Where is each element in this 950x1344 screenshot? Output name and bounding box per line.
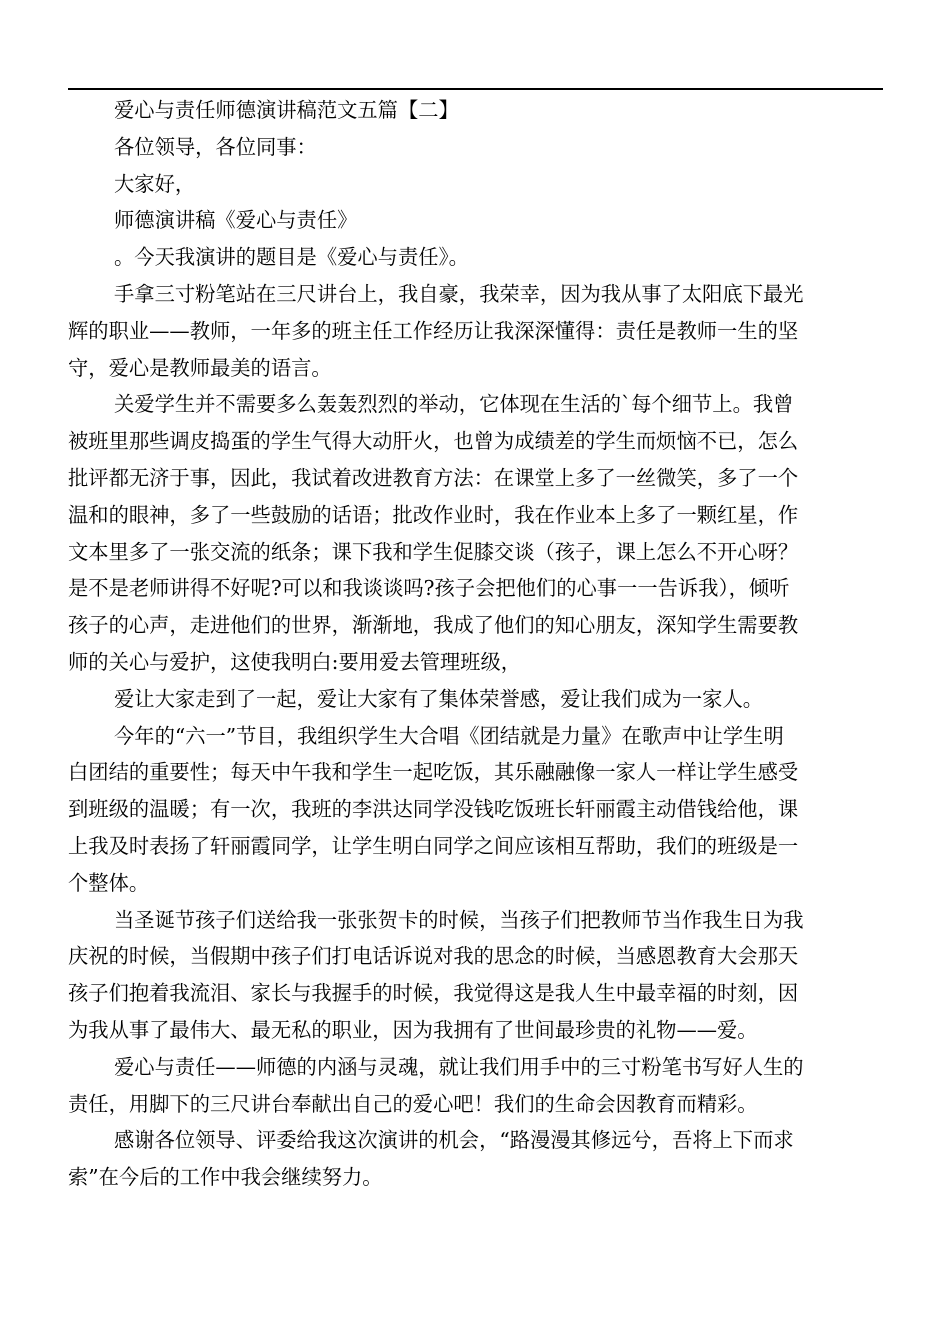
text-line: 师的关心与爱护，这使我明白:要用爱去管理班级， (68, 649, 522, 674)
text-line: 孩子们抱着我流泪、家长与我握手的时候，我觉得这是我人生中最幸福的时刻，因 (68, 981, 799, 1006)
text-line: 上我及时表扬了轩丽霞同学，让学生明白同学之间应该相互帮助，我们的班级是一 (68, 833, 799, 858)
text-line: 辉的职业——教师，一年多的班主任工作经历让我深深懂得：责任是教师一生的坚 (68, 318, 799, 343)
text-line: 守，爱心是教师最美的语言。 (68, 355, 332, 380)
text-line: 到班级的温暖；有一次，我班的李洪达同学没钱吃饭班长轩丽霞主动借钱给他，课 (68, 797, 799, 822)
text-line: 庆祝的时候，当假期中孩子们打电话诉说对我的思念的时候，当感恩教育大会那天 (68, 944, 799, 969)
text-line: 白团结的重要性；每天中午我和学生一起吃饭，其乐融融像一家人一样让学生感受 (68, 760, 799, 785)
text-line: 大家好， (114, 171, 196, 196)
text-line: 。今天我演讲的题目是《爱心与责任》。 (114, 245, 469, 270)
text-line: 爱心与责任——师德的内涵与灵魂，就让我们用手中的三寸粉笔书写好人生的 (114, 1054, 804, 1079)
text-line: 感谢各位领导、评委给我这次演讲的机会，“路漫漫其修远兮，吾将上下而求 (114, 1128, 794, 1153)
text-line: 当圣诞节孩子们送给我一张张贺卡的时候，当孩子们把教师节当作我生日为我 (114, 907, 804, 932)
text-line: 关爱学生并不需要多么轰轰烈烈的举动，它体现在生活的`每个细节上。我曾 (114, 392, 794, 417)
text-line: 手拿三寸粉笔站在三尺讲台上，我自豪，我荣幸，因为我从事了太阳底下最光 (114, 281, 804, 306)
text-line: 批评都无济于事，因此，我试着改进教育方法：在课堂上多了一丝微笑，多了一个 (68, 465, 799, 490)
text-line: 责任，用脚下的三尺讲台奉献出自己的爱心吧！我们的生命会因教育而精彩。 (68, 1091, 758, 1116)
text-line: 今年的“六一”节目，我组织学生大合唱《团结就是力量》在歌声中让学生明 (114, 723, 784, 748)
text-line: 各位领导，各位同事： (114, 134, 317, 159)
text-line: 被班里那些调皮捣蛋的学生气得大动肝火，也曾为成绩差的学生而烦恼不已，怎么 (68, 429, 799, 454)
text-line: 温和的眼神，多了一些鼓励的话语；批改作业时，我在作业本上多了一颗红星，作 (68, 502, 799, 527)
text-line: 索”在今后的工作中我会继续努力。 (68, 1165, 383, 1190)
header-rule (68, 88, 883, 90)
text-line: 文本里多了一张交流的纸条；课下我和学生促膝交谈（孩子，课上怎么不开心呀？ (68, 539, 799, 564)
text-line: 爱心与责任师德演讲稿范文五篇【二】 (114, 98, 459, 122)
text-line: 爱让大家走到了一起，爱让大家有了集体荣誉感，爱让我们成为一家人。 (114, 686, 764, 711)
text-line: 是不是老师讲得不好呢?可以和我谈谈吗?孩子会把他们的心事一一告诉我），倾听 (68, 576, 790, 601)
text-line: 个整体。 (68, 870, 150, 895)
text-line: 为我从事了最伟大、最无私的职业，因为我拥有了世间最珍贵的礼物——爱。 (68, 1017, 758, 1042)
text-line: 师德演讲稿《爱心与责任》 (114, 208, 358, 233)
document-body (68, 92, 883, 1196)
text-line: 孩子的心声，走进他们的世界，渐渐地，我成了他们的知心朋友，深知学生需要教 (68, 613, 799, 638)
